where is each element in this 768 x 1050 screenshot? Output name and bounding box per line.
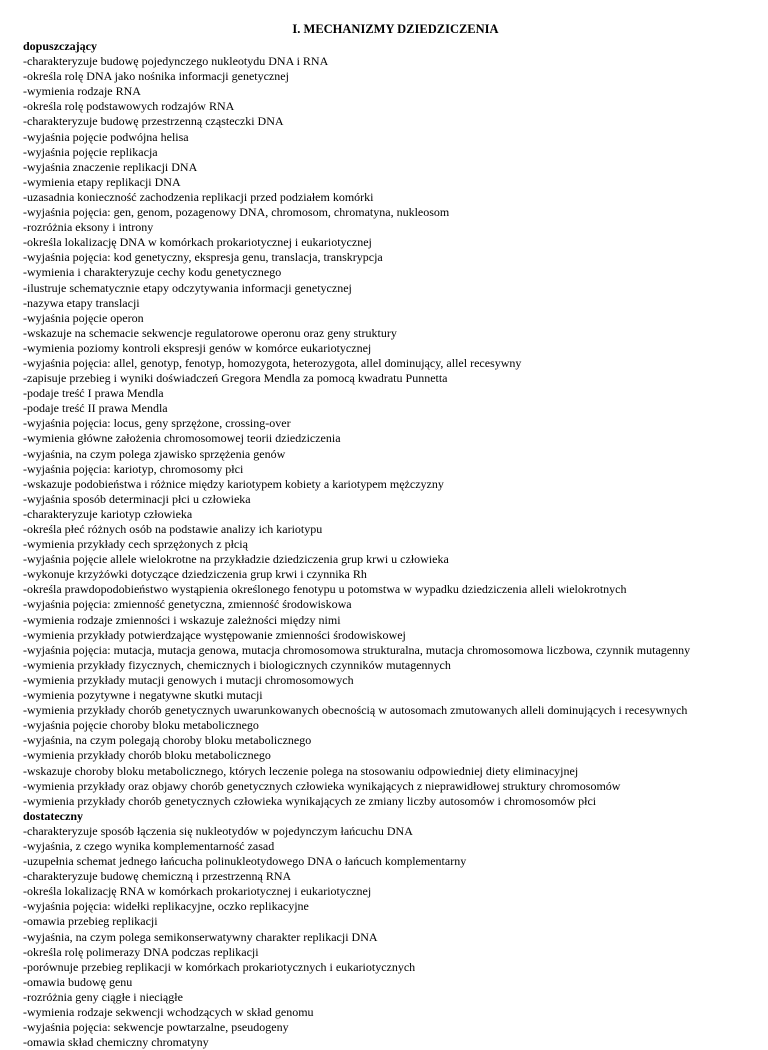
list-item: -uzupełnia schemat jednego łańcucha polinukleotydowego DNA o łańcuch komplementarny bbox=[23, 854, 467, 869]
list-item: -wyjaśnia pojęcia: gen, genom, pozagenowy DNA, chromosom, chromatyna, nukleosom bbox=[23, 205, 450, 220]
list-item: -wyjaśnia pojęcie allele wielokrotne na przykładzie dziedziczenia grup krwi u człowieka bbox=[23, 552, 449, 567]
list-item: -wymienia etapy replikacji DNA bbox=[23, 174, 181, 189]
list-item: -określa rolę podstawowych rodzajów RNA bbox=[23, 99, 235, 114]
list-item: -wymienia rodzaje sekwencji wchodzących w skład genomu bbox=[23, 1005, 314, 1019]
list-item: -wyjaśnia pojęcie podwójna helisa bbox=[23, 129, 189, 144]
list-item: -charakteryzuje sposób łączenia się nukleotydów w pojedynczym łańcuchu DNA bbox=[23, 823, 413, 838]
list-item: -wyjaśnia pojęcia: kod genetyczny, ekspresja genu, translacja, transkrypcja bbox=[23, 250, 383, 265]
list-item: -wymienia przykłady potwierdzające występowanie zmienności środowiskowej bbox=[23, 627, 406, 642]
list-item: -określa lokalizację RNA w komórkach prokariotycznej i eukariotycznej bbox=[23, 884, 372, 899]
list-item: -podaje treść I prawa Mendla bbox=[23, 386, 164, 401]
list-item: -charakteryzuje kariotyp człowieka bbox=[23, 506, 193, 521]
list-item: -omawia budowę genu bbox=[23, 974, 133, 989]
list-item: -wymienia przykłady chorób bloku metabolicznego bbox=[23, 748, 271, 763]
list-item: -określa rolę DNA jako nośnika informacji genetycznej bbox=[23, 69, 289, 84]
list-item: -określa prawdopodobieństwo wystąpienia określonego fenotypu u potomstwa w wypadku dziedziczenia alleli wielokrotnych bbox=[23, 582, 627, 597]
list-item: -rozróżnia geny ciągłe i nieciągłe bbox=[23, 989, 183, 1004]
list-item: -charakteryzuje budowę chemiczną i przestrzenną RNA bbox=[23, 869, 292, 884]
list-item: -charakteryzuje budowę pojedynczego nukleotydu DNA i RNA bbox=[23, 54, 329, 69]
list-item: -wyjaśnia, na czym polega semikonserwatywny charakter replikacji DNA bbox=[23, 929, 378, 944]
list-item: -wymienia poziomy kontroli ekspresji genów w komórce eukariotycznej bbox=[23, 340, 372, 355]
list-item: -wskazuje podobieństwa i różnice między kariotypem kobiety a kariotypem mężczyzny bbox=[23, 476, 444, 491]
list-item: -wymienia przykłady chorób genetycznych człowieka wynikających ze zmiany liczby autosomów i chromosomów płci bbox=[23, 793, 597, 808]
list-item: -wyjaśnia pojęcie replikacja bbox=[23, 144, 158, 159]
section-heading: dopuszczający bbox=[23, 39, 97, 53]
list-item: -określa płeć różnych osób na podstawie analizy ich kariotypu bbox=[23, 522, 323, 536]
list-item: -wyjaśnia pojęcie operon bbox=[23, 310, 144, 325]
list-item: -charakteryzuje budowę przestrzenną cząsteczki DNA bbox=[23, 114, 284, 129]
page-title: I. MECHANIZMY DZIEDZICZENIA bbox=[292, 22, 499, 36]
list-item: -wyjaśnia znaczenie replikacji DNA bbox=[23, 159, 198, 174]
list-item: -porównuje przebieg replikacji w komórkach prokariotycznych i eukariotycznych bbox=[23, 959, 416, 974]
list-item: -wyjaśnia pojęcia: mutacja, mutacja genowa, mutacja chromosomowa strukturalna, mutacja chromosomowa liczbowa, czynnik mutagenny bbox=[23, 642, 691, 657]
document-body bbox=[23, 39, 768, 1050]
list-item: -wyjaśnia, z czego wynika komplementarność zasad bbox=[23, 838, 275, 853]
list-item: -określa rolę polimerazy DNA podczas replikacji bbox=[23, 944, 259, 959]
list-item: -wyjaśnia pojęcia: locus, geny sprzężone, crossing-over bbox=[23, 416, 291, 431]
list-item: -wyjaśnia pojęcia: zmienność genetyczna, zmienność środowiskowa bbox=[23, 597, 352, 612]
section-heading: dostateczny bbox=[23, 808, 83, 823]
list-item: -omawia skład chemiczny chromatyny bbox=[23, 1035, 209, 1050]
list-item: -zapisuje przebieg i wyniki doświadczeń Gregora Mendla za pomocą kwadratu Punnetta bbox=[23, 371, 448, 386]
list-item: -wykonuje krzyżówki dotyczące dziedziczenia grup krwi i czynnika Rh bbox=[23, 567, 367, 582]
list-item: -wymienia pozytywne i negatywne skutki mutacji bbox=[23, 688, 263, 703]
list-item: -wyjaśnia pojęcia: widełki replikacyjne, oczko replikacyjne bbox=[23, 899, 309, 914]
list-item: -wymienia przykłady chorób genetycznych uwarunkowanych obecnością w autosomach zmutowanych alleli dominujących i recesywnych bbox=[23, 703, 688, 718]
list-item: -wymienia i charakteryzuje cechy kodu genetycznego bbox=[23, 265, 282, 280]
list-item: -wyjaśnia pojęcie choroby bloku metabolicznego bbox=[23, 718, 259, 733]
list-item: -wyjaśnia pojęcia: kariotyp, chromosomy płci bbox=[23, 461, 244, 476]
list-item: -wskazuje na schemacie sekwencje regulatorowe operonu oraz geny struktury bbox=[23, 325, 397, 340]
list-item: -określa lokalizację DNA w komórkach prokariotycznej i eukariotycznej bbox=[23, 235, 372, 250]
list-item: -rozróżnia eksony i introny bbox=[23, 220, 154, 235]
list-item: -podaje treść II prawa Mendla bbox=[23, 401, 168, 416]
list-item: -ilustruje schematycznie etapy odczytywania informacji genetycznej bbox=[23, 280, 352, 295]
list-item: -wyjaśnia pojęcia: sekwencje powtarzalne, pseudogeny bbox=[23, 1020, 289, 1035]
list-item: -wymienia przykłady fizycznych, chemicznych i biologicznych czynników mutagennych bbox=[23, 657, 451, 672]
list-item: -nazywa etapy translacji bbox=[23, 295, 140, 310]
list-item: -wymienia rodzaje RNA bbox=[23, 84, 141, 99]
list-item: -wymienia przykłady cech sprzężonych z płcią bbox=[23, 537, 248, 552]
list-item: -wymienia przykłady mutacji genowych i mutacji chromosomowych bbox=[23, 672, 354, 687]
list-item: -wyjaśnia sposób determinacji płci u człowieka bbox=[23, 491, 251, 506]
list-item: -wymienia główne założenia chromosomowej teorii dziedziczenia bbox=[23, 431, 341, 446]
list-item: -wyjaśnia, na czym polegają choroby bloku metabolicznego bbox=[23, 733, 312, 748]
list-item: -wyjaśnia pojęcia: allel, genotyp, fenotyp, homozygota, heterozygota, allel dominujący, allel recesywny bbox=[23, 355, 522, 370]
list-item: -wymienia przykłady oraz objawy chorób genetycznych człowieka wynikających z nieprawidłowej struktury chromosomów bbox=[23, 778, 621, 793]
list-item: -wyjaśnia, na czym polega zjawisko sprzężenia genów bbox=[23, 446, 286, 461]
list-item: -wskazuje choroby bloku metabolicznego, których leczenie polega na stosowaniu odpowiedniej diety eliminacyjnej bbox=[23, 763, 579, 778]
list-item: -wymienia rodzaje zmienności i wskazuje zależności między nimi bbox=[23, 612, 341, 627]
list-item: -uzasadnia konieczność zachodzenia replikacji przed podziałem komórki bbox=[23, 189, 374, 204]
list-item: -omawia przebieg replikacji bbox=[23, 914, 158, 929]
